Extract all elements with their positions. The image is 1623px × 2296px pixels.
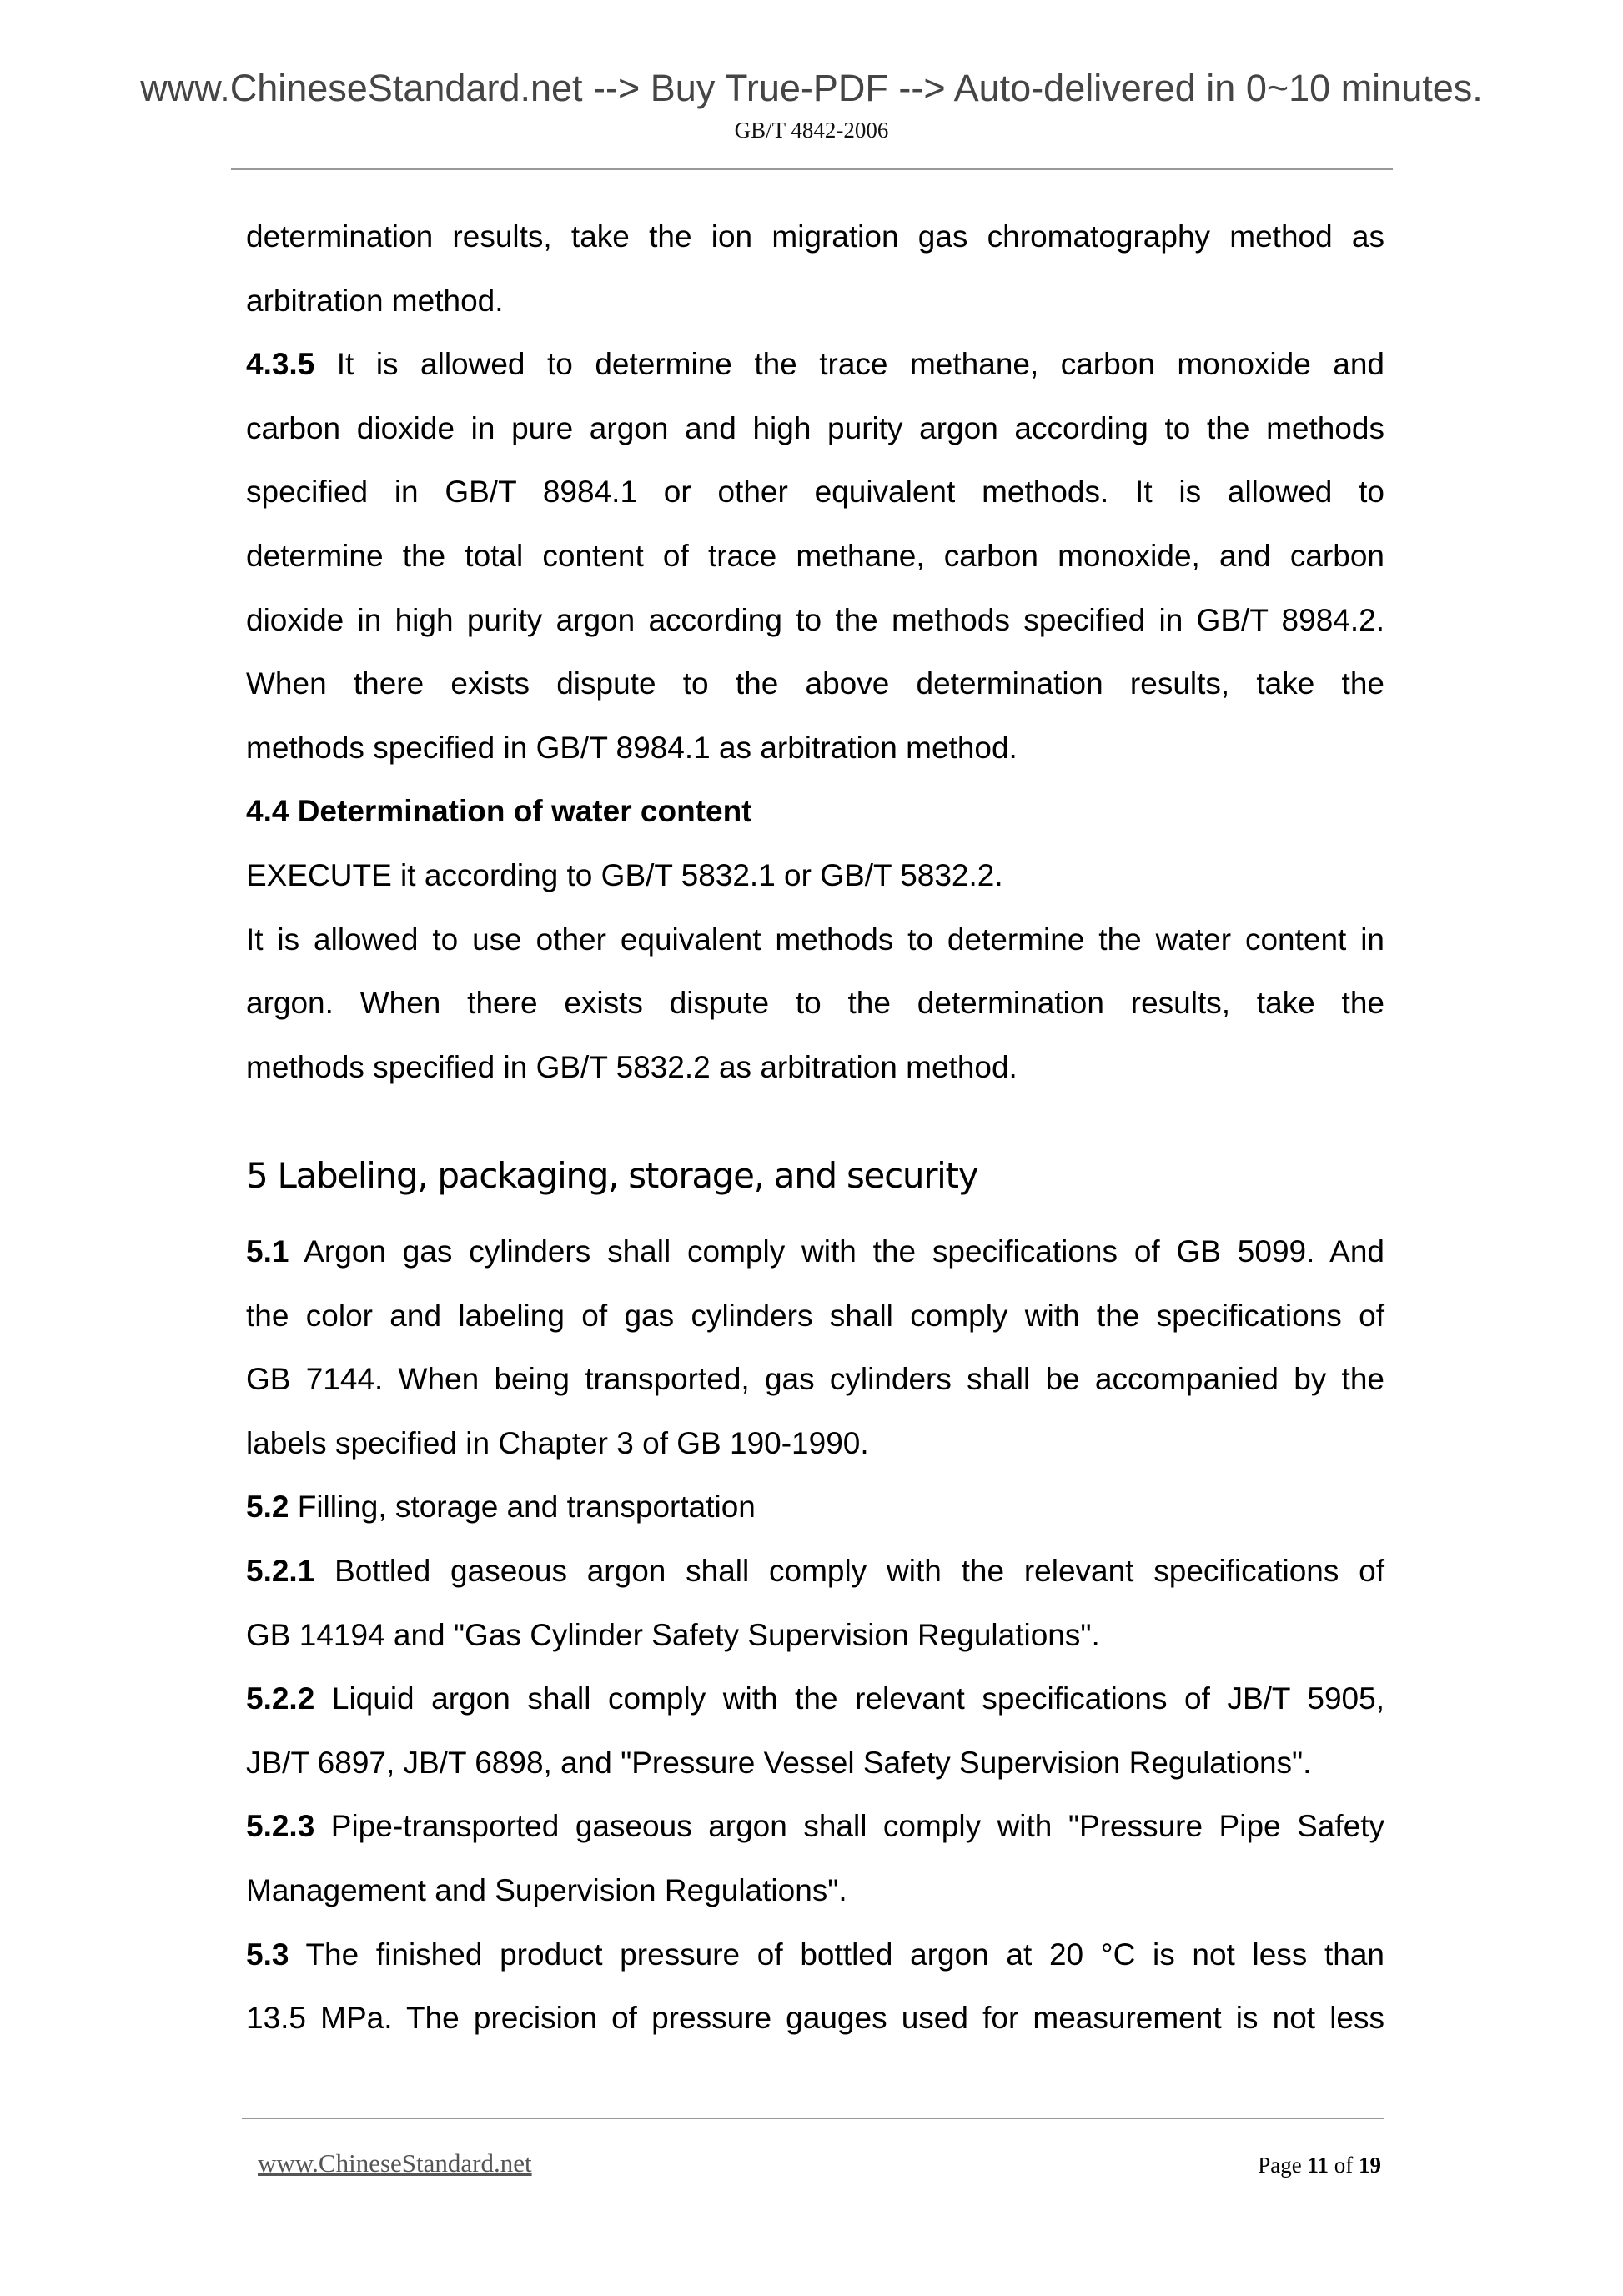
text-line xyxy=(246,792,1384,831)
text-line xyxy=(246,1048,1384,1087)
line-text: arbitration method. xyxy=(246,283,504,318)
footer-divider xyxy=(242,2118,1384,2119)
line-text: GB 14194 and "Gas Cylinder Safety Supervision Regulations". xyxy=(246,1617,1100,1652)
text-line xyxy=(246,537,1384,575)
line-text: Pipe-transported gaseous argon shall comply with "Pressure Pipe Safety xyxy=(314,1809,1384,1844)
page-current: 11 xyxy=(1307,2153,1329,2178)
footer-website-link[interactable]: www.ChineseStandard.net xyxy=(258,2148,532,2178)
line-text: GB 7144. When being transported, gas cylinders shall be accompanied by the xyxy=(246,1362,1384,1397)
text-line xyxy=(246,1999,1384,2037)
clause-number: 5.2.1 xyxy=(246,1554,315,1588)
line-text: determination results, take the ion migration gas chromatography method as xyxy=(246,219,1384,254)
text-line xyxy=(246,282,1384,320)
line-text: dioxide in high purity argon according to the methods specified in GB/T 8984.2. xyxy=(246,602,1384,637)
text-line xyxy=(246,1488,1384,1526)
text-line xyxy=(246,218,1384,256)
text-line xyxy=(246,1744,1384,1782)
line-text: labels specified in Chapter 3 of GB 190-1990. xyxy=(246,1425,869,1460)
page-total: 19 xyxy=(1359,2153,1381,2178)
line-text: It is allowed to determine the trace methane, carbon monoxide and xyxy=(314,347,1384,382)
clause-number: 5.2.2 xyxy=(246,1681,315,1716)
line-text: Liquid argon shall comply with the relevant specifications of JB/T 5905, xyxy=(314,1681,1384,1716)
clause-number: 5.2 xyxy=(246,1490,289,1525)
text-line xyxy=(246,1297,1384,1335)
line-text: EXECUTE it according to GB/T 5832.1 or GB/T 5832.2. xyxy=(246,858,1003,892)
line-text: Filling, storage and transportation xyxy=(289,1490,756,1525)
line-text: methods specified in GB/T 8984.1 as arbitration method. xyxy=(246,730,1018,765)
line-text: specified in GB/T 8984.1 or other equivalent methods. It is allowed to xyxy=(246,475,1384,510)
text-line xyxy=(246,473,1384,511)
text-line xyxy=(246,409,1384,448)
text-line xyxy=(246,665,1384,703)
line-text: The finished product pressure of bottled argon at 20 °C is not less than xyxy=(289,1937,1384,1972)
text-line xyxy=(246,1936,1384,1974)
line-text: determine the total content of trace methane, carbon monoxide, and carbon xyxy=(246,539,1384,573)
line-text: It is allowed to use other equivalent methods to determine the water content in xyxy=(246,922,1384,957)
clause-number: 4.3.5 xyxy=(246,347,315,382)
page-mid: of xyxy=(1329,2153,1359,2178)
document-code: GB/T 4842-2006 xyxy=(734,118,889,143)
line-text: 13.5 MPa. The precision of pressure gauges used for measurement is not less xyxy=(246,2001,1384,2036)
text-line xyxy=(246,1552,1384,1590)
line-text: argon. When there exists dispute to the determination results, take the xyxy=(246,986,1384,1021)
text-line xyxy=(246,345,1384,384)
clause-number: 5.1 xyxy=(246,1234,289,1269)
page-number xyxy=(1258,2152,1381,2178)
text-line xyxy=(246,1871,1384,1910)
text-line xyxy=(246,921,1384,959)
text-line xyxy=(246,1360,1384,1399)
line-text: JB/T 6897, JB/T 6898, and "Pressure Vessel Safety Supervision Regulations". xyxy=(246,1745,1312,1780)
text-line xyxy=(246,984,1384,1022)
line-text: the color and labeling of gas cylinders shall comply with the specifications of xyxy=(246,1298,1384,1333)
clause-number: 5.3 xyxy=(246,1937,289,1972)
clause-number: 4.4 Determination of water content xyxy=(246,794,752,829)
text-line xyxy=(246,729,1384,767)
header-divider xyxy=(231,168,1393,170)
text-line xyxy=(246,1680,1384,1718)
section-title: 5 Labeling, packaging, storage, and security xyxy=(246,1155,978,1196)
line-text: carbon dioxide in pure argon and high purity argon according to the methods xyxy=(246,410,1384,445)
text-line xyxy=(246,601,1384,640)
text-line xyxy=(246,857,1384,895)
line-text: When there exists dispute to the above determination results, take the xyxy=(246,666,1384,701)
line-text: Bottled gaseous argon shall comply with the relevant specifications of xyxy=(314,1554,1384,1588)
line-text: Argon gas cylinders shall comply with the specifications of GB 5099. And xyxy=(289,1234,1384,1269)
text-line xyxy=(246,1616,1384,1655)
line-text: Management and Supervision Regulations". xyxy=(246,1873,847,1907)
text-line xyxy=(246,1233,1384,1271)
text-line xyxy=(246,1807,1384,1846)
clause-number: 5.2.3 xyxy=(246,1809,315,1844)
page-prefix: Page xyxy=(1258,2153,1308,2178)
line-text: methods specified in GB/T 5832.2 as arbitration method. xyxy=(246,1049,1018,1084)
text-line xyxy=(246,1424,1384,1463)
header-banner: www.ChineseStandard.net --> Buy True-PDF --> Auto-delivered in 0~10 minutes. xyxy=(140,67,1483,109)
